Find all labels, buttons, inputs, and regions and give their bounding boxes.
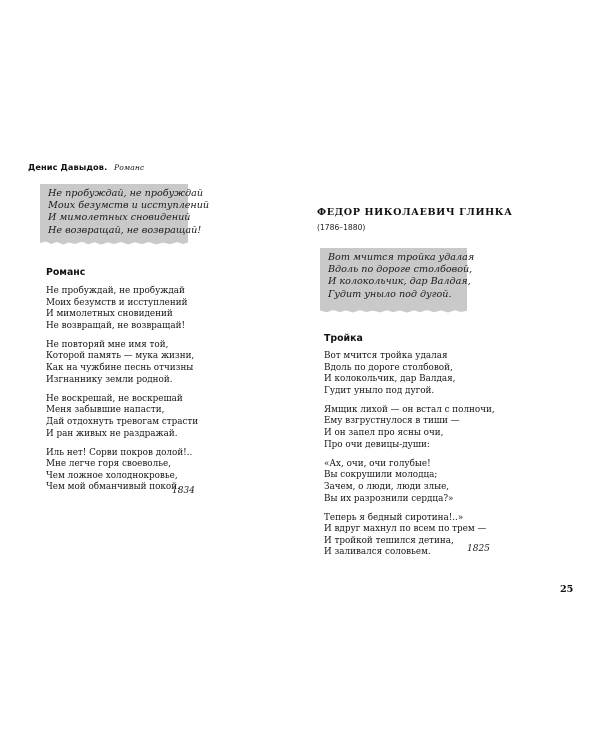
epigraph-line: Не возвращай, не возвращай!: [48, 224, 202, 236]
poem-line: Моих безумств и исступлений: [46, 297, 188, 308]
poem-line: Про очи девицы-души:: [324, 439, 430, 450]
stanza: [324, 351, 495, 397]
right-poem-title: Тройка: [324, 333, 363, 344]
epigraph-line: И мимолетных сновидений: [48, 212, 191, 224]
stanza: [46, 394, 198, 440]
left-poem-title: Романс: [46, 267, 86, 278]
poem-line: Вы сокрушили молодца;: [324, 470, 438, 481]
stanza: [46, 286, 198, 332]
poem-line: И он запел про ясны очи,: [324, 428, 444, 439]
right-epigraph-box: [320, 248, 475, 314]
stanza: [324, 405, 495, 451]
poem-line: «Ах, очи, очи голубые!: [324, 458, 431, 469]
poem-line: Ему взгрустнулося в тиши —: [324, 416, 460, 427]
poem-line: И вдруг махнул по всем по трем —: [324, 524, 487, 535]
stanza: [46, 340, 198, 386]
poem-line: Мне легче горя своеволье,: [46, 459, 171, 470]
torn-edge: [320, 308, 467, 315]
poem-line: Не воскрешай, не воскрешай: [46, 393, 183, 404]
running-head: [28, 162, 144, 172]
poem-line: И тройкой тешился детина,: [324, 535, 454, 546]
stanza: [324, 459, 495, 505]
left-epigraph-box: [40, 184, 210, 246]
poem-line: Чем ложное холоднокровье,: [46, 470, 178, 481]
poem-line: Дай отдохнуть тревогам страсти: [46, 416, 199, 427]
poem-line: Не пробуждай, не пробуждай: [46, 286, 185, 296]
poem-line: Вот мчится тройка удалая: [324, 351, 448, 361]
author-dates: (1786–1880): [317, 223, 366, 232]
left-poem-year: 1834: [172, 486, 195, 496]
poem-line: Не возвращай, не возвращай!: [46, 320, 185, 331]
epigraph-line: Моих безумств и исступлений: [48, 200, 210, 212]
right-poem-year: 1825: [467, 544, 490, 554]
poem-line: И ран живых не раздражай.: [46, 428, 178, 439]
right-poem-body: [324, 351, 495, 567]
poem-line: И заливался соловьем.: [324, 547, 431, 558]
poem-line: И мимолетных сновидений: [46, 309, 173, 320]
poem-line: Не повторяй мне имя той,: [46, 339, 169, 350]
poem-line: Которой память — мука жизни,: [46, 351, 195, 362]
poem-line: Меня забывшие напасти,: [46, 405, 165, 416]
poem-line: Иль нет! Сорви покров долой!..: [46, 447, 193, 458]
torn-edge: [40, 240, 188, 247]
poem-line: Изгнаннику земли родной.: [46, 374, 173, 385]
left-poem-body: [46, 286, 198, 502]
epigraph-line: Вот мчится тройка удалая: [328, 252, 475, 263]
epigraph-line: Не пробуждай, не пробуждай: [48, 188, 204, 199]
poem-line: Как на чужбине песнь отчизны: [46, 363, 194, 374]
epigraph-line: И колокольчик, дар Валдая,: [328, 276, 471, 288]
author-heading: ФЕДОР НИКОЛАЕВИЧ ГЛИНКА: [317, 207, 513, 218]
poem-line: Ямщик лихой — он встал с полночи,: [324, 404, 495, 415]
poem-line: Гудит уныло под дугой.: [324, 385, 435, 396]
running-head-title: Романс: [113, 163, 145, 172]
poem-line: Вдоль по дороге столбовой,: [324, 362, 453, 373]
running-head-author: Денис Давыдов.: [28, 162, 108, 172]
epigraph-line: Гудит уныло под дугой.: [328, 288, 452, 300]
poem-line: И колокольчик, дар Валдая,: [324, 374, 456, 385]
page-number: 25: [560, 584, 574, 595]
poem-line: Чем мой обманчивый покой.: [46, 482, 180, 493]
poem-line: Зачем, о люди, люди злые,: [324, 481, 450, 492]
poem-line: Теперь я бедный сиротина!..»: [324, 512, 464, 523]
epigraph-line: Вдоль по дороге столбовой,: [328, 264, 473, 276]
poem-line: Вы их разрознили сердца?»: [324, 493, 454, 504]
